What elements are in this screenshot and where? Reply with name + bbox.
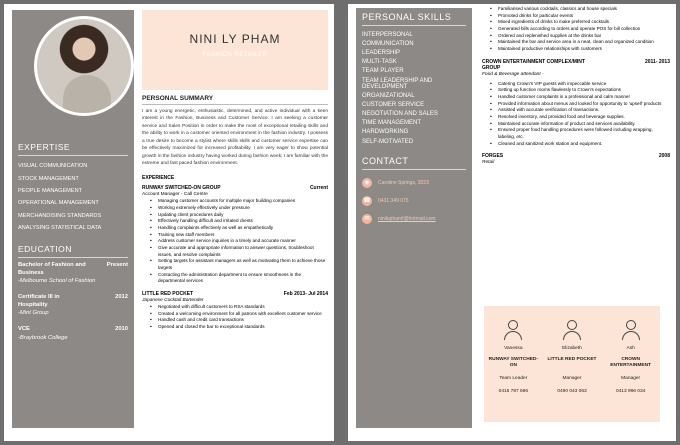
summary-text: I am a young energetic, enthusiastic, determined, and active individual with a keen interest in the Fashion, Business and Customer Service. I am seeking a customer service and Sales Position in order to make the most of exceptional retailing skills and the ability to work in a customer oriented environment in the fashion industry. I possess a true desire to become a stylist where skills skills and customer service expertise can be effectively maximized for increased profitability. I am very eager to show potential growth in the fashion industry having worked during fashion week; I am familiar with the extreme and fast paced fashion environment. [142,109,328,166]
contact-heading: CONTACT [362,156,409,167]
expertise-item: ANALYSING STATISTICAL DATA [18,225,102,232]
company-name: LITTLE RED POCKET [142,290,194,297]
name-header [142,10,328,90]
main-column [482,6,670,166]
skill-item: COMMUNICATION [362,40,414,47]
job-bullets-continued: ▪ Familiarised various cocktails, classics and house specials ▪ Promoted drinks for particular events ▪ Mixed ingredients of drinks to make preferred cocktails ▪ Generated bills according to orders and operate POS for bill collection ▪ Ordered and replenished supplies at the drinks bar ▪ Maintained the bar and service area in a neat, clean and organized condition ▪ Maintained productive relationships with customers [482,6,670,53]
divider [18,257,128,258]
expertise-item: MERCHANDISING STANDARDS [18,212,102,219]
expertise-item: OPERATIONAL MANAGEMENT [18,200,99,207]
job-bullets: ▪ Catering Crown's VIP guests with impeccable service ▪ Setting up function rooms flawlessly to Crown's expectations ▪ Handled customer complaints in a professional and calm manner ▪ Provided information about menus and looked for opportunity to 'upsell' products ▪ Assisted with accurate verification of transactions. ▪ Resolved inventory, and provided food and beverage supplies. ▪ Maintained accurate information of product and services availability. ▪ Ensured proper food handling procedures were followed including wrapping, labeling, etc. ▪ Cleaned and sanitized work station and equipment. [482,81,670,148]
reference-card: Ash CROWN ENTERTAINMENT Manager 0413 996 034 [604,320,658,422]
person-name: NINI LY PHAM [189,32,281,46]
divider [18,155,128,156]
contact-location: ◉ Caroline Springs, 3023 [356,178,472,188]
skill-item: CUSTOMER SERVICE [362,101,425,108]
skills-list [356,30,472,146]
job-role: Account Manager - Call Centre [142,192,208,198]
job-entry [482,153,670,165]
company-name: RUNWAY SWITCHED-ON GROUP [142,185,221,192]
skill-item: ORGANIZATIONAL [362,92,415,99]
job-period: 2008 [658,153,670,160]
education-item: Certificate III in Hospitality 2012 -Mint Group [18,294,128,317]
job-title: FASHION RETAILER [202,52,268,58]
job-role: Food & Beverage attendant - [482,71,544,77]
main-column [142,10,328,331]
contact-email[interactable] [356,214,472,224]
reference-card: Elizabeth LITTLE RED POCKET Manager 0490 043 063 [545,320,599,422]
divider [142,104,328,105]
skill-item: HARDWORKING [362,129,409,136]
job-period: 2011- 2013 [644,58,670,65]
job-role: Retail [482,160,495,166]
expertise-item: VISUAL COMMUNICATION [18,163,88,170]
profile-photo [34,16,134,116]
job-period: Feb 2013- Jul 2014 [283,290,328,297]
experience-heading: EXPERIENCE [142,175,175,182]
email-icon: ✉ [362,214,372,224]
skill-item: TIME MANAGEMENT [362,120,422,127]
email-link[interactable]: niniluphamf@hotmail.com [378,216,436,223]
resume-page-1 [4,4,334,441]
resume-page-2 [348,4,676,441]
expertise-item: STOCK MANAGEMENT [18,175,79,182]
education-item: VCE 2010 -Braybrook College [18,326,128,341]
job-period: Current [309,185,328,192]
contact-phone: ☎ 0431 349 075 [363,198,409,205]
skill-item: SELF-MOTIVATED [362,138,414,145]
education-item: Bachelor of Fashion and Business Present -Melbourne School of Fashion [18,262,128,285]
skill-item: NEGOTIATION AND SALES [362,111,438,118]
references-box [484,306,660,422]
reference-card: Vanessa RUNWAY SWITCHED-ON Team Leader 0415 787 596 [486,320,540,422]
left-sidebar [356,8,472,428]
job-role: Japanese Cocktail Bartender [142,297,204,303]
summary-heading: PERSONAL SUMMARY [142,95,214,102]
phone-icon: ☎ [363,198,371,205]
company-name: CROWN ENTERTAINMENT COMPLEX/MINT GROUP [482,58,585,71]
job-bullets: ▪ Managing customer accounts for multiple major building companies ▪ Working extremely effectively under pressure ▪ Updating client procedures daily ▪ Effectively handling difficult and irritated clients ▪ Handling complaints effectively as well as empathetically ▪ Training new staff members ▪ Address customer service inquiries in a timely and accurate manner ▪ Give accurate and appropriate information to answer questions, troubleshoot issues, and resolve complaints ▪ Setting targets for assistant managers as well as motivating them to achieve those targets ▪ Contacting the administration department to ensure smoothness in the departmental services [142,198,328,285]
education-heading: EDUCATION [18,244,72,255]
left-sidebar [12,10,134,428]
company-name: FORGES [482,153,504,160]
job-entry [142,291,328,331]
skill-item: TEAM PLAYER [362,68,404,75]
person-icon [562,320,582,342]
skill-item: TEAM LEADERSHIP AND DEVELOPMENT [362,77,433,90]
expertise-list [12,160,134,234]
skills-heading: PERSONAL SKILLS [362,12,452,22]
person-icon [621,320,641,342]
person-icon [503,320,523,342]
expertise-heading: EXPERTISE [18,142,71,152]
divider [362,169,466,170]
divider [362,25,466,26]
skill-item: LEADERSHIP [362,49,401,56]
job-bullets: ▪ Negotiated with difficult customers to RSA standards ▪ Created a welcoming environment for all patrons with excellent customer service ▪ Handled cash and credit card transactions ▪ Opened and closed the bar to exceptional standards [142,304,328,331]
job-entry [142,185,328,285]
skill-item: MULTI-TASK [362,59,397,66]
expertise-item: PEOPLE MANAGEMENT [18,187,83,194]
job-entry [482,59,670,148]
location-icon: ◉ [362,178,372,188]
skill-item: INTERPERSONAL [362,31,413,38]
